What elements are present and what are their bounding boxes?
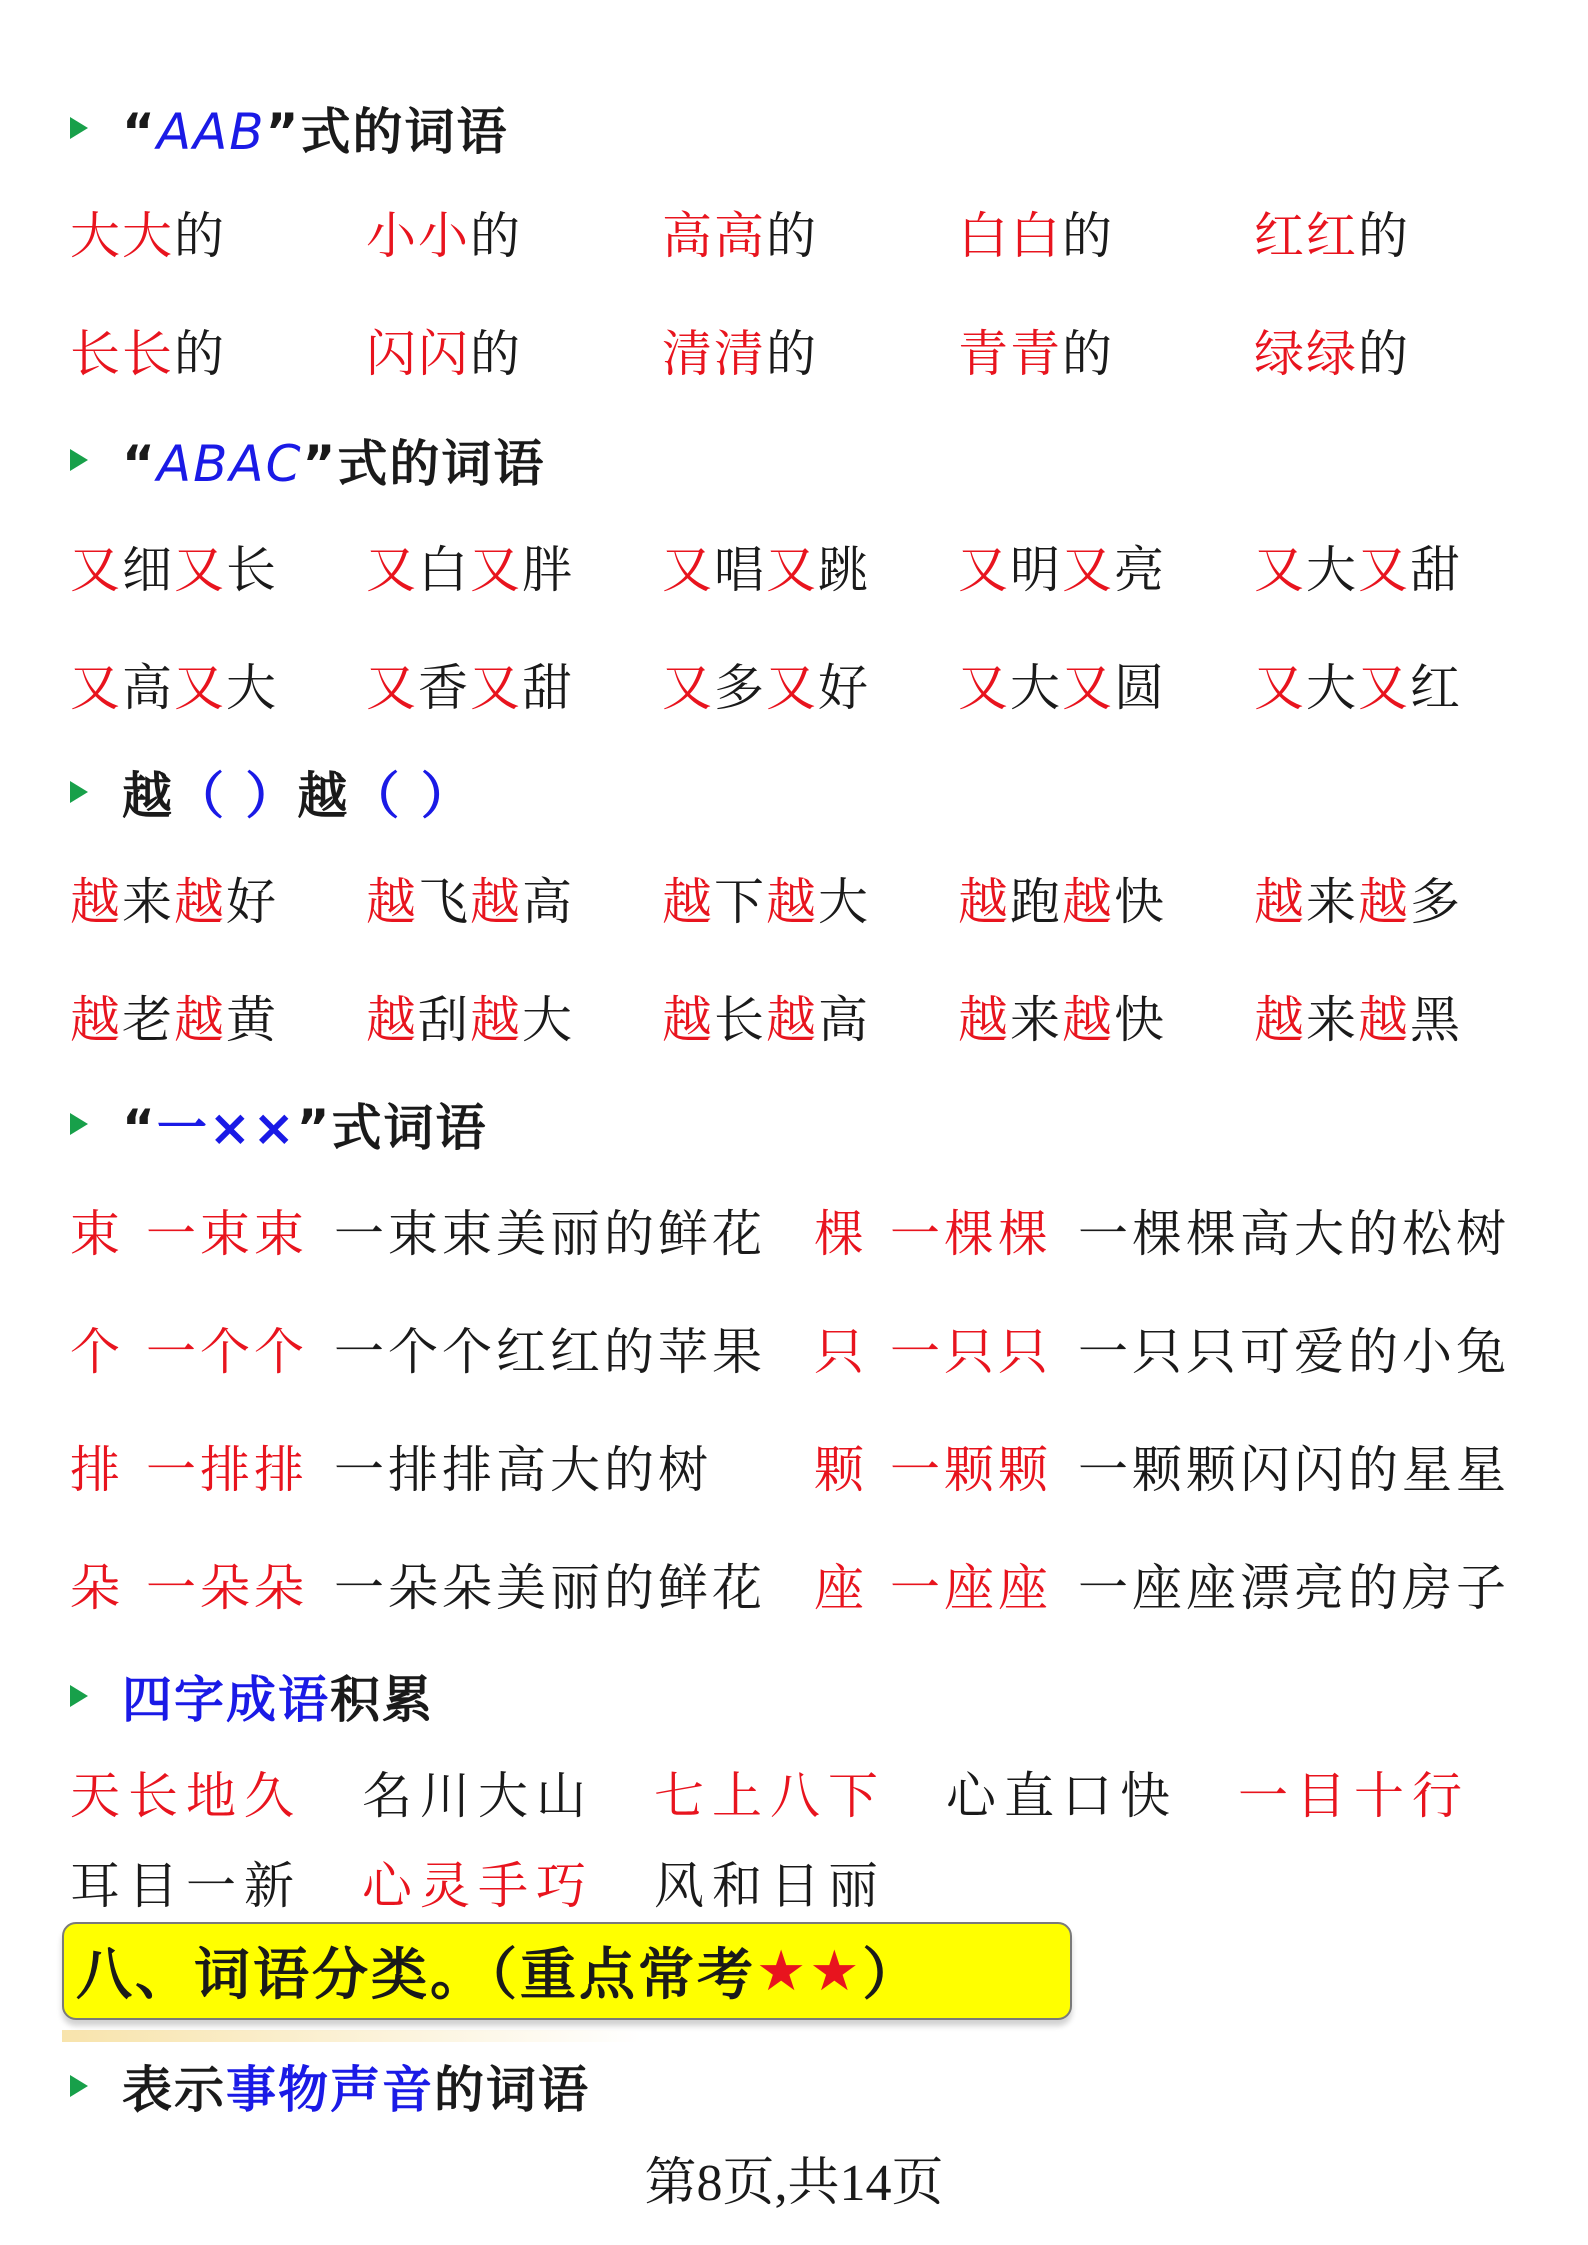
heading-text: “ABAC”式的词语: [122, 435, 546, 493]
idiom-item: 心直口快: [946, 1767, 1178, 1825]
heading-text: “AAB”式的词语: [122, 103, 509, 161]
triangle-bullet-icon: [70, 117, 88, 139]
word-item: 又多又好: [662, 659, 870, 717]
heading-text: 四字成语积累: [122, 1671, 434, 1729]
word-item: 又大又红: [1254, 659, 1462, 717]
word-item: 白白的: [958, 207, 1114, 265]
measure-word: 朵: [70, 1559, 124, 1617]
word-item: 红红的: [1254, 207, 1410, 265]
word-item: 长长的: [70, 325, 226, 383]
measure-word: 排: [70, 1441, 124, 1499]
reduplicated-word: 一座座: [890, 1559, 1052, 1617]
abac-row-2: [70, 648, 1550, 720]
yue-row-1: [70, 862, 1550, 934]
star-icon: ★★: [756, 1938, 863, 2004]
idiom-item: 天长地久: [70, 1767, 302, 1825]
word-item: 又大又圆: [958, 659, 1166, 717]
measure-word: 棵: [814, 1205, 868, 1263]
heading-text: 越（ ）越（ ）: [122, 767, 473, 825]
heading-text: 表示事物声音的词语: [122, 2061, 590, 2119]
idiom-item: 七上八下: [654, 1767, 886, 1825]
yue-row-2: [70, 980, 1550, 1052]
word-item: 越来越好: [70, 873, 278, 931]
triangle-bullet-icon: [70, 781, 88, 803]
reduplicated-word: 一只只: [890, 1323, 1052, 1381]
word-item: 越来越快: [958, 991, 1166, 1049]
word-item: 又唱又跳: [662, 541, 870, 599]
section-banner: [62, 1922, 1072, 2020]
word-item: 又白又胖: [366, 541, 574, 599]
idioms-row-2: [70, 1846, 946, 1918]
reduplicated-word: 一束束: [146, 1205, 308, 1263]
word-item: 越老越黄: [70, 991, 278, 1049]
example-phrase: 一颗颗闪闪的星星: [1078, 1441, 1510, 1499]
reduplicated-word: 一个个: [146, 1323, 308, 1381]
word-item: 清清的: [662, 325, 818, 383]
reduplicated-word: 一排排: [146, 1441, 308, 1499]
triangle-bullet-icon: [70, 449, 88, 471]
section-aab-heading: [70, 92, 508, 164]
idiom-item: 风和日丽: [654, 1857, 886, 1915]
word-item: 又明又亮: [958, 541, 1166, 599]
triangle-bullet-icon: [70, 1113, 88, 1135]
example-phrase: 一座座漂亮的房子: [1078, 1559, 1510, 1617]
idiom-item: 一目十行: [1238, 1767, 1470, 1825]
banner-text: 八、词语分类。（重点常考: [76, 1943, 756, 2008]
measure-word: 只: [814, 1323, 868, 1381]
idiom-item: 名川大山: [362, 1767, 594, 1825]
word-item: 绿绿的: [1254, 325, 1410, 383]
word-item: 越刮越大: [366, 991, 574, 1049]
triangle-bullet-icon: [70, 1685, 88, 1707]
example-phrase: 一排排高大的树: [334, 1441, 712, 1499]
word-item: 又大又甜: [1254, 541, 1462, 599]
measure-word: 颗: [814, 1441, 868, 1499]
measure-word: 个: [70, 1323, 124, 1381]
word-item: 青青的: [958, 325, 1114, 383]
aab-row-2: [70, 314, 1550, 386]
section-yue-heading: [70, 756, 473, 828]
word-item: 小小的: [366, 207, 522, 265]
example-phrase: 一只只可爱的小兔: [1078, 1323, 1510, 1381]
banner-shadow: [62, 2030, 642, 2042]
measure-word: 座: [814, 1559, 868, 1617]
measure-word: 束: [70, 1205, 124, 1263]
example-phrase: 一朵朵美丽的鲜花: [334, 1559, 766, 1617]
word-item: 越来越黑: [1254, 991, 1462, 1049]
banner-close: ）: [862, 1943, 922, 2008]
word-item: 越来越多: [1254, 873, 1462, 931]
word-item: 又细又长: [70, 541, 278, 599]
idioms-row-1: [70, 1756, 1530, 1828]
page-number: 第8页,共14页: [644, 2155, 944, 2212]
aab-row-1: [70, 196, 1550, 268]
section-sound-heading: [70, 2050, 590, 2122]
word-item: 高高的: [662, 207, 818, 265]
word-item: 越跑越快: [958, 873, 1166, 931]
example-phrase: 一束束美丽的鲜花: [334, 1205, 766, 1263]
word-item: 越长越高: [662, 991, 870, 1049]
word-item: 闪闪的: [366, 325, 522, 383]
idiom-item: 心灵手巧: [362, 1857, 594, 1915]
word-item: 大大的: [70, 207, 226, 265]
word-item: 又高又大: [70, 659, 278, 717]
section-yixx-heading: [70, 1088, 488, 1160]
reduplicated-word: 一棵棵: [890, 1205, 1052, 1263]
section-idioms-heading: [70, 1660, 434, 1732]
example-phrase: 一个个红红的苹果: [334, 1323, 766, 1381]
reduplicated-word: 一颗颗: [890, 1441, 1052, 1499]
word-item: 越下越大: [662, 873, 870, 931]
heading-text: “一××”式词语: [122, 1099, 488, 1157]
triangle-bullet-icon: [70, 2075, 88, 2097]
reduplicated-word: 一朵朵: [146, 1559, 308, 1617]
idiom-item: 耳目一新: [70, 1857, 302, 1915]
word-item: 越飞越高: [366, 873, 574, 931]
example-phrase: 一棵棵高大的松树: [1078, 1205, 1510, 1263]
word-item: 又香又甜: [366, 659, 574, 717]
abac-row-1: [70, 530, 1550, 602]
section-abac-heading: [70, 424, 545, 496]
